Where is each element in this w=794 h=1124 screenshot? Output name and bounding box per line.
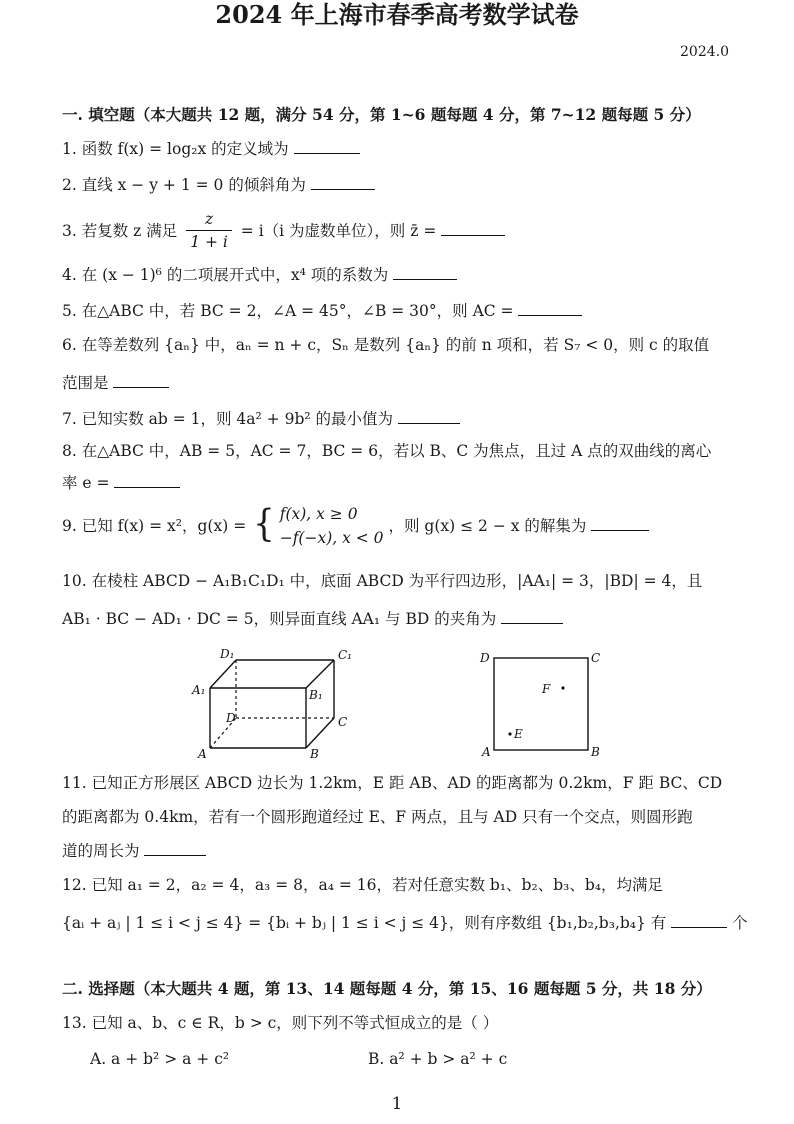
question-10-line-2: [62, 608, 563, 630]
piecewise-case-2: −f(−x), x < 0: [279, 529, 384, 547]
question-3-fraction: [186, 208, 232, 253]
section-choice-heading: 二. 选择题（本大题共 4 题，第 13、14 题每题 4 分，第 15、16 题每题 5 分，共 18 分）: [62, 979, 712, 998]
vertex-label-a: A: [198, 747, 207, 761]
piecewise-case-1: f(x), x ≥ 0: [279, 505, 358, 523]
prism-edge: [306, 660, 334, 688]
fraction-denominator: 1 + i: [190, 233, 228, 251]
square-figure: [478, 646, 608, 762]
vertex-label-c1: C₁: [338, 648, 352, 662]
question-2: [62, 174, 375, 196]
question-12-line-2: [62, 912, 748, 934]
square-outline: [494, 658, 588, 750]
prism-edge: [210, 660, 236, 688]
prism-figure: [190, 646, 360, 762]
section-fill-heading: 一. 填空题（本大题共 12 题，满分 54 分，第 1~6 题每题 4 分，第 7~12 题每题 5 分）: [62, 105, 701, 124]
piecewise-brace: {: [253, 502, 275, 546]
question-7: [62, 408, 460, 430]
answer-blank: [311, 175, 375, 190]
question-4-text: 4. 在 (x − 1)⁶ 的二项展开式中，x⁴ 项的系数为: [62, 266, 389, 284]
answer-blank: [671, 913, 727, 928]
question-12-text-c: 个: [732, 914, 748, 932]
question-3-text-a: 3. 若复数 z 满足: [62, 222, 178, 240]
question-9-text-b: ，则 g(x) ≤ 2 − x 的解集为: [388, 517, 587, 535]
answer-blank: [114, 473, 180, 488]
answer-blank: [393, 265, 457, 280]
square-label-f: F: [542, 682, 551, 696]
answer-blank: [294, 139, 360, 154]
question-13: 13. 已知 a、b、c ∈ R，b > c，则下列不等式恒成立的是（ ）: [62, 1014, 499, 1032]
question-6-line-2: [62, 372, 169, 394]
answer-blank: [398, 409, 460, 424]
square-label-e: E: [514, 727, 523, 741]
question-9-text-a: 9. 已知 f(x) = x²，g(x) =: [62, 517, 247, 535]
answer-blank: [591, 516, 649, 531]
point-f: [561, 686, 564, 689]
square-label-c: C: [591, 651, 601, 665]
answer-blank: [501, 609, 563, 624]
vertex-label-c: C: [338, 715, 348, 729]
question-5: [62, 300, 582, 322]
square-label-d: D: [480, 651, 490, 665]
vertex-label-d1: D₁: [220, 647, 235, 661]
question-6-line-1: 6. 在等差数列 {aₙ} 中，aₙ = n + c，Sₙ 是数列 {aₙ} 的前 n 项和，若 S₇ < 0，则 c 的取值: [62, 336, 710, 354]
vertex-label-a1: A₁: [192, 683, 206, 697]
question-2-text: 2. 直线 x − y + 1 = 0 的倾斜角为: [62, 176, 306, 194]
question-11-line-2: 的距离都为 0.4km，若有一个圆形跑道经过 E、F 两点，且与 AD 只有一个交点，则圆形跑: [62, 808, 693, 826]
question-10-text-b: AB₁ · BC − AD₁ · DC = 5，则异面直线 AA₁ 与 BD 的夹角为: [62, 610, 497, 628]
vertex-label-b: B: [310, 747, 319, 761]
question-13-option-b: B. a² + b > a² + c: [368, 1050, 508, 1068]
question-7-text: 7. 已知实数 ab = 1，则 4a² + 9b² 的最小值为: [62, 410, 394, 428]
answer-blank: [441, 221, 505, 236]
answer-blank: [113, 373, 169, 388]
page-title: 2024 年上海市春季高考数学试卷: [215, 0, 579, 29]
question-8-line-1: 8. 在△ABC 中，AB = 5，AC = 7，BC = 6，若以 B、C 为焦点，且过 A 点的双曲线的离心: [62, 442, 712, 460]
question-12-text-b: {aᵢ + aⱼ | 1 ≤ i < j ≤ 4} = {bᵢ + bⱼ | 1 ≤ i < j ≤ 4}，则有序数组 {b₁,b₂,b₃,b₄} 有: [62, 914, 667, 932]
question-1-text: 1. 函数 f(x) = log₂x 的定义域为: [62, 140, 289, 158]
question-10-line-1: 10. 在棱柱 ABCD − A₁B₁C₁D₁ 中，底面 ABCD 为平行四边形，|AA₁| = 3，|BD| = 4，且: [62, 572, 703, 590]
question-13-option-a: A. a + b² > a + c²: [90, 1050, 230, 1068]
square-label-a: A: [482, 745, 491, 759]
question-11-line-3: [62, 840, 206, 862]
answer-blank: [144, 841, 206, 856]
question-11-text-c: 道的周长为: [62, 842, 140, 860]
question-1: [62, 138, 360, 160]
question-4: [62, 264, 457, 286]
question-6-text-b: 范围是: [62, 374, 109, 392]
question-9: [62, 502, 649, 552]
question-3-text-b: = i（i 为虚数单位），则 z̄ =: [240, 222, 437, 240]
question-8-line-2: [62, 472, 180, 494]
square-label-b: B: [591, 745, 600, 759]
point-e: [508, 732, 511, 735]
exam-date: 2024.0: [680, 44, 729, 60]
vertex-label-d: D: [226, 711, 236, 725]
question-12-line-1: 12. 已知 a₁ = 2，a₂ = 4，a₃ = 8，a₄ = 16，若对任意实数 b₁、b₂、b₃、b₄，均满足: [62, 876, 663, 894]
page-number: 1: [391, 1094, 403, 1114]
question-11-line-1: 11. 已知正方形展区 ABCD 边长为 1.2km，E 距 AB、AD 的距离都为 0.2km，F 距 BC、CD: [62, 774, 723, 792]
question-8-text-b: 率 e =: [62, 474, 110, 492]
fraction-numerator: z: [186, 208, 232, 231]
answer-blank: [518, 301, 582, 316]
prism-edge: [306, 718, 334, 748]
piecewise-cases: [280, 502, 384, 550]
question-5-text: 5. 在△ABC 中，若 BC = 2，∠A = 45°，∠B = 30°，则 AC =: [62, 302, 514, 320]
vertex-label-b1: B₁: [309, 688, 323, 702]
question-3: [62, 208, 505, 252]
